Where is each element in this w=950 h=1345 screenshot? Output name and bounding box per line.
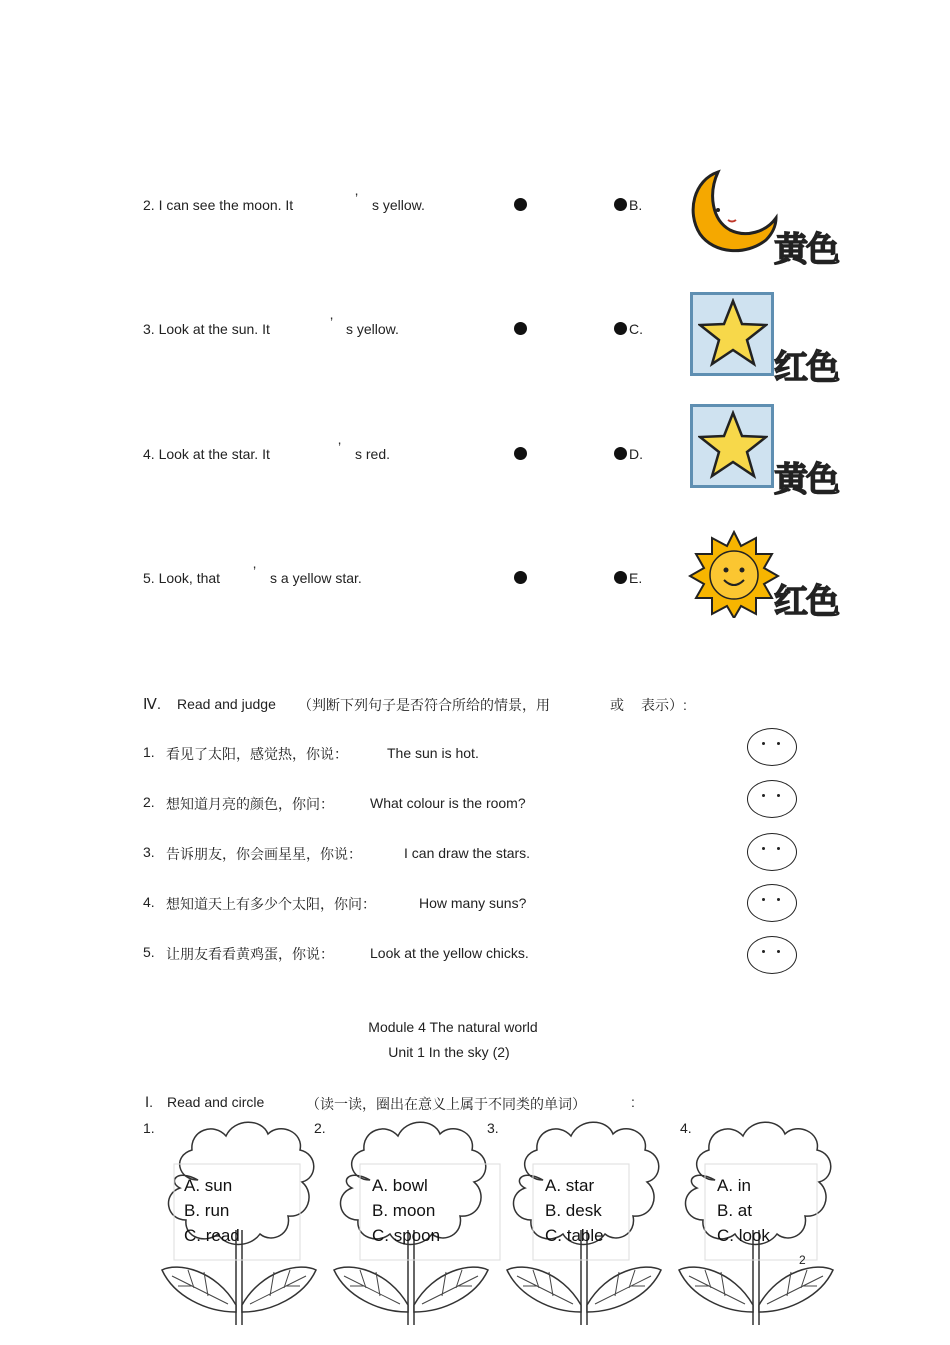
section-heading-en: Read and judge — [177, 696, 276, 712]
match-dot-right[interactable] — [614, 198, 627, 211]
sentence-3-part-b: s yellow. — [346, 321, 399, 337]
item-situation: 看见了太阳，感觉热，你说： — [166, 746, 348, 762]
star-picture — [688, 292, 838, 388]
option-letter: B. — [629, 197, 643, 213]
face-answer-box[interactable] — [747, 728, 797, 766]
item-number: 3. — [143, 844, 155, 860]
section-number: Ⅳ. — [143, 696, 162, 713]
option-b[interactable]: B. at — [717, 1201, 752, 1220]
option-a[interactable]: A. star — [545, 1176, 595, 1195]
page-number: 2 — [799, 1253, 806, 1267]
flower-number: 1. — [143, 1120, 155, 1136]
item-number: 4. — [143, 894, 155, 910]
color-label: 红色 — [774, 582, 838, 622]
sentence-2-part-a: 2. I can see the moon. It — [143, 197, 294, 213]
match-dot-left[interactable] — [514, 322, 527, 335]
match-dot-left[interactable] — [514, 198, 527, 211]
flower-options — [372, 1173, 440, 1248]
section-heading-en: Read and circle — [167, 1094, 265, 1110]
color-label: 黄色 — [774, 230, 838, 270]
option-c[interactable]: C. spoon — [372, 1226, 441, 1245]
option-c[interactable]: C. look — [717, 1226, 770, 1245]
sun-picture — [688, 530, 838, 622]
option-b[interactable]: B. desk — [545, 1201, 602, 1220]
moon-picture — [688, 168, 838, 270]
option-a[interactable]: A. sun — [184, 1176, 233, 1195]
flower-illustrations — [0, 1120, 950, 1345]
section-heading-cn: （读一读，圈出在意义上属于不同类的单词） — [306, 1096, 586, 1112]
apostrophe: ’ — [330, 314, 334, 330]
star-icon — [698, 298, 768, 368]
match-dot-right[interactable] — [614, 571, 627, 584]
option-b[interactable]: B. moon — [372, 1201, 436, 1220]
unit-title: Unit 1 In the sky (2) — [388, 1044, 510, 1060]
match-dot-left[interactable] — [514, 571, 527, 584]
face-answer-box[interactable] — [747, 833, 797, 871]
sentence-4-part-b: s red. — [355, 446, 391, 462]
section-number: Ⅰ. — [145, 1094, 154, 1110]
flower-options — [184, 1173, 240, 1248]
option-b[interactable]: B. run — [184, 1201, 230, 1220]
option-letter: D. — [629, 446, 643, 462]
item-situation: 让朋友看看黄鸡蛋，你说： — [166, 946, 334, 962]
apostrophe: ’ — [355, 190, 359, 206]
sun-icon — [688, 530, 780, 618]
item-number: 1. — [143, 744, 155, 760]
item-number: 2. — [143, 794, 155, 810]
option-c[interactable]: C. table — [545, 1226, 604, 1245]
color-label: 黄色 — [774, 460, 838, 500]
item-number: 5. — [143, 944, 155, 960]
section-heading-colon: : — [631, 1094, 635, 1110]
item-situation: 想知道天上有多少个太阳，你问： — [166, 896, 376, 912]
item-sentence: What colour is the room? — [370, 795, 526, 811]
flower-options — [717, 1173, 770, 1248]
option-a[interactable]: A. in — [717, 1176, 752, 1195]
option-letter: C. — [629, 321, 643, 337]
flower-number: 4. — [680, 1120, 692, 1136]
star-icon — [698, 410, 768, 480]
sentence-2-part-b: s yellow. — [372, 197, 425, 213]
face-answer-box[interactable] — [747, 780, 797, 818]
option-letter: E. — [629, 570, 643, 586]
section-heading-cn: （判断下列句子是否符合所给的情景，用 — [298, 697, 550, 713]
item-sentence: The sun is hot. — [387, 745, 479, 761]
section-heading-or: 或 — [610, 697, 624, 713]
match-dot-right[interactable] — [614, 447, 627, 460]
item-situation: 想知道月亮的颜色，你问： — [166, 796, 334, 812]
match-dot-right[interactable] — [614, 322, 627, 335]
item-sentence: Look at the yellow chicks. — [370, 945, 529, 961]
module-title: Module 4 The natural world — [368, 1019, 538, 1035]
star-picture — [688, 404, 838, 500]
option-a[interactable]: A. bowl — [372, 1176, 428, 1195]
sentence-5-part-b: s a yellow star. — [270, 570, 362, 586]
sentence-4-part-a: 4. Look at the star. It — [143, 446, 270, 462]
sentence-3-part-a: 3. Look at the sun. It — [143, 321, 270, 337]
item-sentence: I can draw the stars. — [404, 845, 531, 861]
match-dot-left[interactable] — [514, 447, 527, 460]
item-sentence: How many suns? — [419, 895, 527, 911]
item-situation: 告诉朋友，你会画星星，你说： — [166, 846, 362, 862]
flower-options — [545, 1173, 604, 1248]
face-answer-box[interactable] — [747, 936, 797, 974]
color-label: 红色 — [774, 348, 838, 388]
face-answer-box[interactable] — [747, 884, 797, 922]
flower-number: 2. — [314, 1120, 326, 1136]
apostrophe: ’ — [253, 563, 257, 579]
flower-number: 3. — [487, 1120, 499, 1136]
apostrophe: ’ — [338, 439, 342, 455]
section-heading-tail: 表示）: — [641, 697, 687, 713]
option-c[interactable]: C. read — [184, 1226, 240, 1245]
sentence-5-part-a: 5. Look, that — [143, 570, 221, 586]
